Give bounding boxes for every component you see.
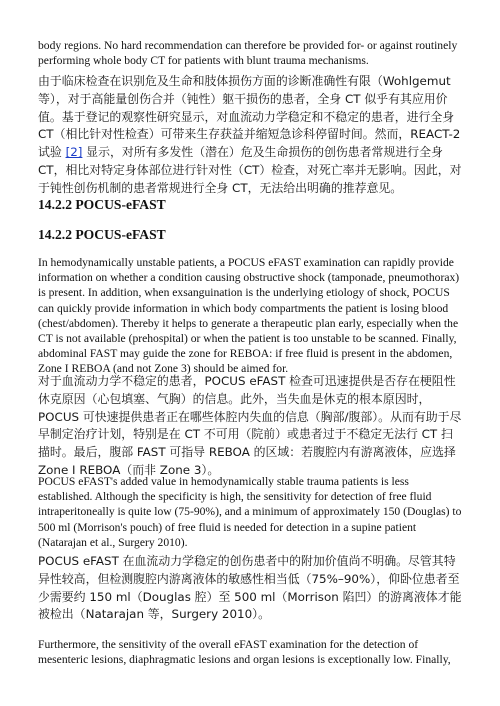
- paragraph-zh-text-part2: 显示，对所有多发性（潜在）危及生命损伤的创伤患者常规进行全身 CT，相比对特定身体部位进行针对性（CT）检查，对死亡率并无影响。因此，对于钝性创伤机制的患者常规进行全身 CT，无法给出明确的推荐意见。: [38, 145, 462, 195]
- paragraph-en-unstable-patients: In hemodynamically unstable patients, a POCUS eFAST examination can rapidly provide information on whether a condition causing obstructive shock (tamponade, pneumothorax) is present. In addition, when exsanguination is the underlying etiology of shock, POCUS can quickly provide information in which body compartments the patient is losing blood (chest/abdomen). Thereby it helps to generate a therapeutic plan early, especially when the CT is not available (prehospital) or when the patient is too unstable to be scanned. Finally, abdominal FAST may guide the zone for REBOA: if free fluid is present in the abdomen, Zone I REBOA (and not Zone 3) should be aimed for.: [38, 256, 460, 376]
- paragraph-zh-stable-patients: POCUS eFAST 在血流动力学稳定的创伤患者中的附加价值尚不明确。尽管其特异性较高，但检测腹腔内游离液体的敏感性相当低（75%–90%），仰卧位患者至少需要约 150 ml（Douglas 腔）至 500 ml（Morrison 陷凹）的游离液体才能被检出（Natarajan 等，Surgery 2010）。: [38, 554, 462, 622]
- paragraph-zh-whole-body-ct: [38, 73, 462, 198]
- paragraph-en-stable-patients: POCUS eFAST's added value in hemodynamically stable trauma patients is less established. Although the specificity is high, the sensitivity for detection of free fluid intraperitoneally is quite low (75-90%), and a minimum of approximately 150 (Douglas) to 500 ml (Morrison's pouch) of free fluid is needed for detection in a supine patient (Natarajan et al., Surgery 2010).: [38, 475, 462, 549]
- paragraph-zh-text-part1: 由于临床检查在识别危及生命和肢体损伤方面的诊断准确性有限（Wohlgemut 等），对于高能量创伤合并（钝性）躯干损伤的患者，全身 CT 似乎有其应用价值。基于登记的观察性研究显示，对血流动力学稳定和不稳定的患者，进行全身 CT（相比针对性检查）可带来生存获益并缩短急诊科停留时间。然而，REACT-2 试验: [38, 74, 461, 160]
- section-heading: 14.2.2 POCUS-eFAST: [38, 197, 166, 212]
- section-heading-repeat: 14.2.2 POCUS-eFAST: [38, 227, 166, 242]
- paragraph-en-continuation: body regions. No hard recommendation can therefore be provided for- or against routinely performing whole body CT for patients with blunt trauma mechanisms.: [38, 39, 458, 68]
- reference-link[interactable]: [2]: [65, 145, 83, 160]
- paragraph-zh-unstable-patients: 对于血流动力学不稳定的患者，POCUS eFAST 检查可迅速提供是否存在梗阻性休克原因（心包填塞、气胸）的信息。此外，当失血是休克的根本原因时，POCUS 可快速提供患者正在哪些体腔内失血的信息（胸部/腹部）。从而有助于尽早制定治疗计划，特别是在 CT 不可用（院前）或患者过于不稳定无法行 CT 扫描时。最后，腹部 FAST 可指导 REBOA 的区域：若腹腔内有游离液体，应选择 Zone I REBOA（而非 Zone 3）。: [38, 374, 462, 477]
- paragraph-en-sensitivity: Furthermore, the sensitivity of the overall eFAST examination for the detection of mesenteric lesions, diaphragmatic lesions and organ lesions is exceptionally low. Finally,: [38, 638, 451, 667]
